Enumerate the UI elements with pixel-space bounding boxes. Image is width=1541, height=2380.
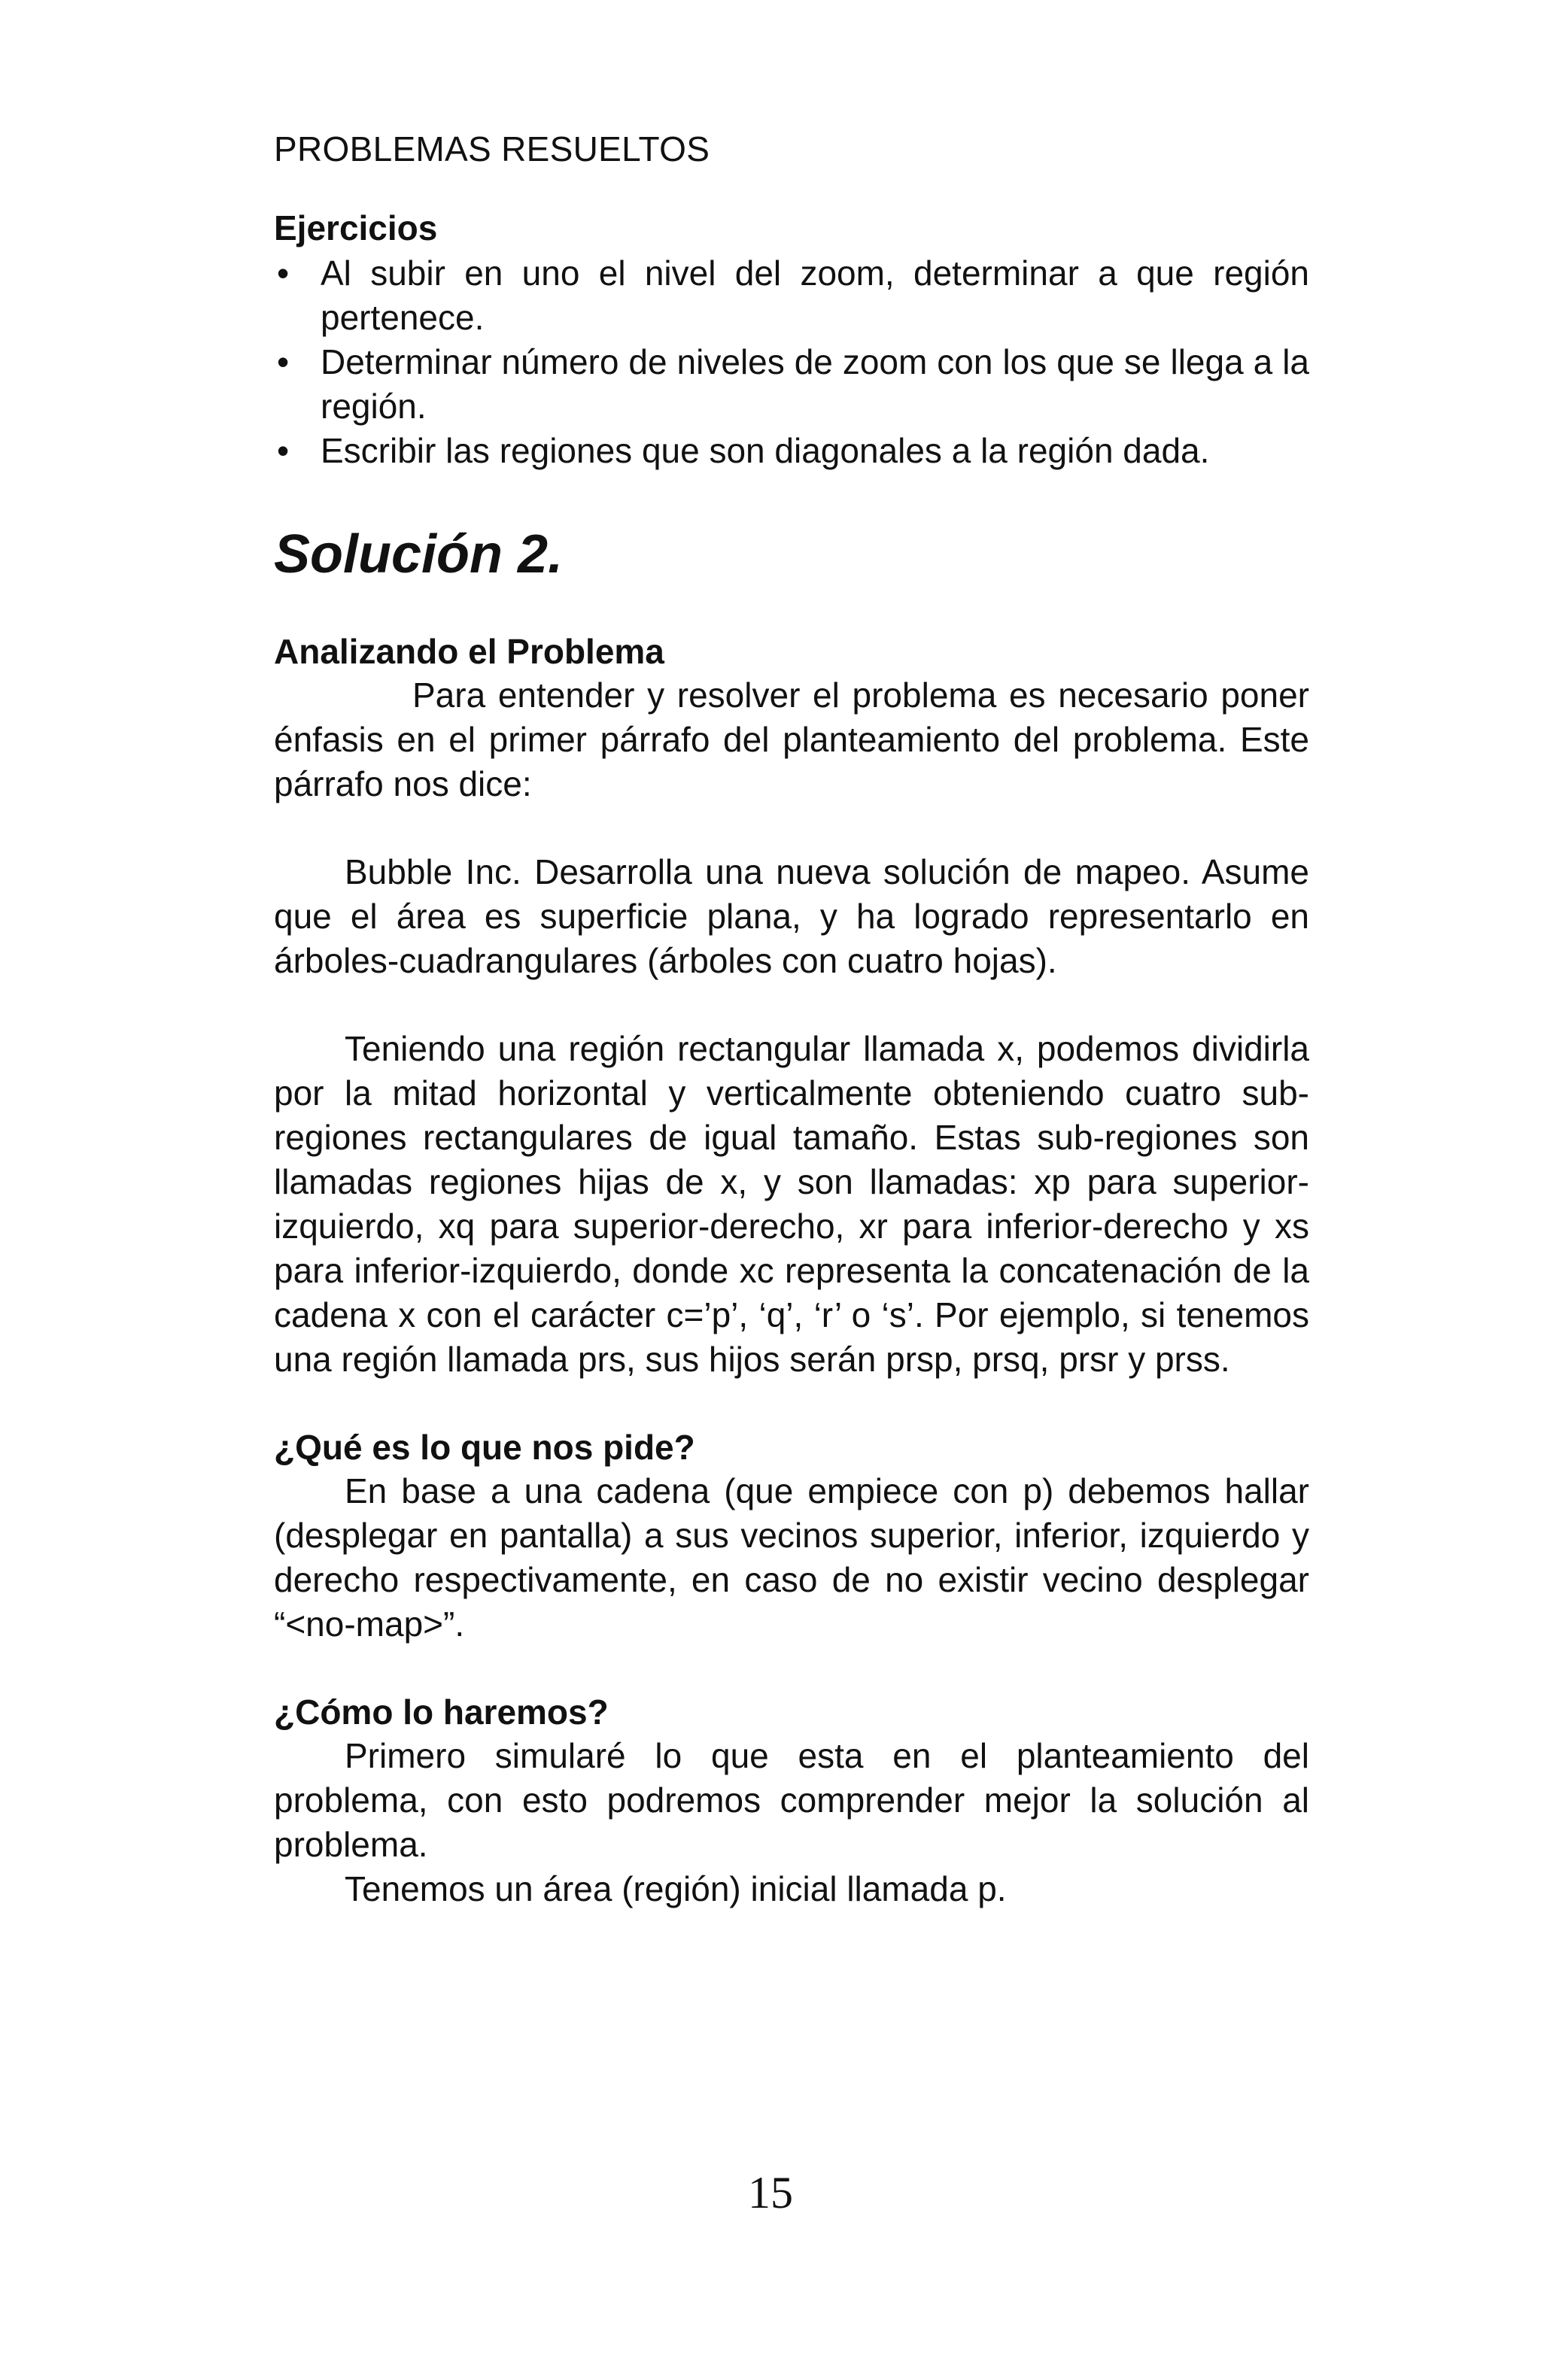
how-heading: ¿Cómo lo haremos? [274, 1692, 609, 1732]
analysis-heading: Analizando el Problema [274, 632, 664, 671]
running-head: PROBLEMAS RESUELTOS [274, 129, 710, 168]
page-content [274, 128, 1309, 1911]
question-paragraph: En base a una cadena (que empiece con p) debemos hallar (desplegar en pantalla) a sus vecinos superior, inferior, izquierdo y derecho respectivamente, en caso de no existir vecino desplegar “<no-map>”. [274, 1471, 1309, 1644]
spacer [274, 806, 1309, 850]
quoted-paragraph: Teniendo una región rectangular llamada x, podemos dividirla por la mitad horizontal y verticalmente obteniendo cuatro sub-regiones rectangulares de igual tamaño. Estas sub-regiones son llamadas regiones hijas de x, y son llamadas: xp para superior-izquierdo, xq para superior-derecho, xr para inferior-derecho y xs para inferior-izquierdo, donde xc representa la concatenación de la cadena x con el carácter c=’p’, ‘q’, ‘r’ o ‘s’. Por ejemplo, si tenemos una región llamada prs, sus hijos serán prsp, prsq, prsr y prss. [274, 1029, 1309, 1379]
bullet-icon: • [277, 342, 290, 381]
page-number: 15 [748, 2168, 793, 2218]
bullet-icon: • [277, 431, 290, 470]
list-item-text: Determinar número de niveles de zoom con los que se llega a la región. [321, 342, 1309, 426]
exercises-heading: Ejercicios [274, 208, 438, 247]
how-paragraph: Tenemos un área (región) inicial llamada p. [345, 1869, 1007, 1908]
quoted-paragraph: Bubble Inc. Desarrolla una nueva solución de mapeo. Asume que el área es superficie plana, y ha logrado representarlo en árboles-cuadrangulares (árboles con cuatro hojas). [274, 852, 1309, 980]
how-paragraph: Primero simularé lo que esta en el planteamiento del problema, con esto podremos comprender mejor la solución al problema. [274, 1736, 1309, 1864]
list-item-text: Al subir en uno el nivel del zoom, determinar a que región pertenece. [321, 253, 1309, 337]
spacer [274, 983, 1309, 1027]
bullet-icon: • [277, 253, 290, 293]
list-item-text: Escribir las regiones que son diagonales a la región dada. [321, 431, 1210, 470]
question-heading: ¿Qué es lo que nos pide? [274, 1428, 695, 1467]
spacer [274, 1647, 1309, 1690]
analysis-paragraph: Para entender y resolver el problema es necesario poner énfasis en el primer párrafo del planteamiento del problema. Este párrafo nos dice: [274, 675, 1309, 803]
list-item [274, 251, 1309, 340]
spacer [274, 1382, 1309, 1425]
exercises-list [274, 251, 1309, 473]
list-item [274, 340, 1309, 429]
solution-title: Solución 2. [274, 524, 564, 584]
list-item [274, 429, 1309, 473]
